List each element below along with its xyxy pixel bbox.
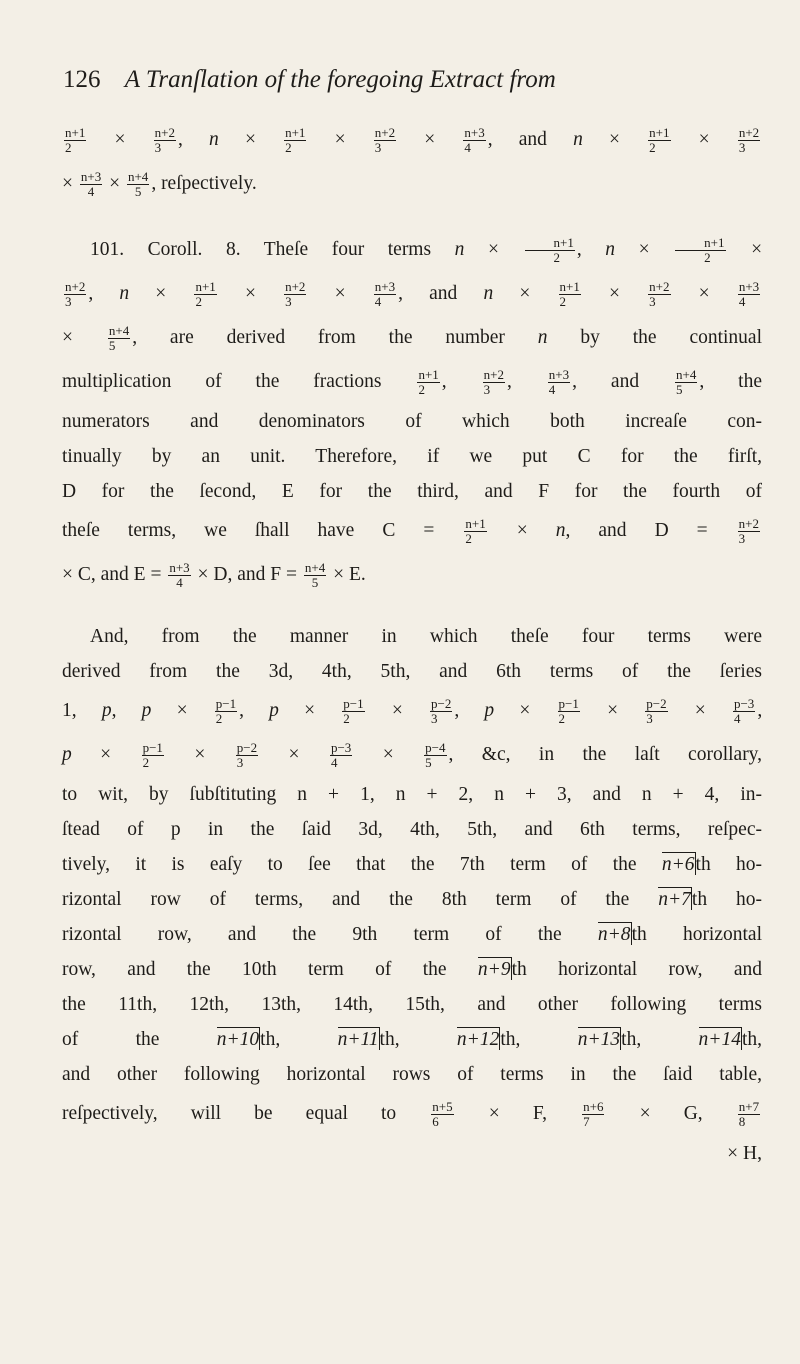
fraction: $\frac{n+2}{3}$ [483,367,504,398]
row-index: n+8 [597,924,631,945]
running-header [63,66,763,94]
text-line: 1, p, p × $\frac{p-1}{2}$ , p × $\frac{p-1}{2}$ × $\frac{p-2}{3}$ , p × $\frac{p-1}{2}$ × $\frac{p-2}{3}$ × $\frac{p-3}{4}$ , [62,696,763,727]
fraction: $\frac{n+4}{5}$ [304,560,326,591]
text-line: row, and the 10th term of the n+9th horizontal row, and [62,959,762,980]
fraction: $\frac{n+3}{4}$ [374,279,396,310]
fraction: $\frac{n+3}{4}$ [464,125,485,156]
text-line: 101. Coroll. 8. Theſe four terms n × $\frac{n+1}{2}$ , n × $\frac{n+1}{2}$ × [90,235,763,266]
fraction: $\frac{n+3}{4}$ [80,169,102,200]
fraction: $\frac{n+2}{3}$ [738,125,760,156]
row-index: n+9 [477,959,511,980]
fraction: $\frac{n+2}{3}$ [374,125,396,156]
fraction: $\frac{p-3}{4}$ [733,696,755,727]
row-index: n+10 [216,1029,260,1050]
fraction: $\frac{n+1}{2}$ [465,516,486,547]
text-line: $\frac{n+2}{3}$ , n × $\frac{n+1}{2}$ × $\frac{n+2}{3}$ × $\frac{n+3}{4}$ , and n × $\frac{n+1}{2}$ × $\frac{n+2}{3}$ × $\frac{n+3}{4}$ [65,279,760,310]
fraction: $\frac{n+1}{2}$ [559,279,580,310]
text-line: numerators and denominators of which both increaſe con- [62,411,762,432]
text-line: × $\frac{n+4}{5}$ , are derived from the number n by the continual [62,323,763,354]
fraction: $\frac{n+3}{4}$ [169,560,190,591]
text-line: tinually by an unit. Therefore, if we put C for the firſt, [62,446,762,467]
fraction: $\frac{n+1}{2}$ [285,125,306,156]
fraction: $\frac{n+1}{2}$ [675,236,725,265]
fraction: $\frac{p-1}{2}$ [142,740,163,771]
fraction: $\frac{p-1}{2}$ [558,696,579,727]
running-head: A Tranſlation of the foregoing Extract from [124,66,556,93]
fraction: $\frac{p-2}{3}$ [236,740,258,771]
row-index: n+6 [661,854,695,875]
fraction: $\frac{n+3}{4}$ [548,367,570,398]
fraction: $\frac{p-1}{2}$ [343,696,364,727]
text-line: and other following horizontal rows of terms in the ſaid table, [62,1064,762,1085]
fraction: $\frac{p-1}{2}$ [215,696,237,727]
text-line: tively, it is eaſy to ſee that the 7th term of the n+6th ho- [62,854,763,875]
fraction: $\frac{n+1}{2}$ [418,367,439,398]
text-line: p × $\frac{p-1}{2}$ × $\frac{p-2}{3}$ × $\frac{p-3}{4}$ × $\frac{p-4}{5}$ , &c, in the laſt corollary, [62,740,763,771]
fraction: $\frac{n+4}{5}$ [127,169,149,200]
fraction: $\frac{n+2}{3}$ [154,125,175,156]
text-line: of the n+10th, n+11th, n+12th, n+13th, n+14th, [62,1029,763,1050]
row-index: n+11 [337,1029,379,1050]
text-line: theſe terms, we ſhall have C = $\frac{n+1}{2}$ × n, and D = $\frac{n+2}{3}$ [62,516,760,547]
text-line: reſpectively, will be equal to $\frac{n+5}{6}$ × F, $\frac{n+6}{7}$ × G, $\frac{n+7}{8}$ [62,1099,760,1130]
fraction: $\frac{p-2}{3}$ [431,696,452,727]
fraction: $\frac{n+7}{8}$ [738,1099,760,1130]
text-line: derived from the 3d, 4th, 5th, and 6th terms of the ſeries [62,661,762,682]
text-line: And, from the manner in which theſe four terms were [90,626,762,647]
text-line: × C, and E = $\frac{n+3}{4}$ × D, and F = $\frac{n+4}{5}$ × E. [62,560,366,591]
row-index: n+12 [456,1029,500,1050]
fraction: $\frac{n+1}{2}$ [525,236,575,265]
text-line: rizontal row, and the 9th term of the n+8th horizontal [62,924,762,945]
fraction: $\frac{n+4}{5}$ [108,323,130,354]
fraction: $\frac{p-4}{5}$ [425,740,446,771]
text-line: ſtead of p in the ſaid 3d, 4th, 5th, and 6th terms, reſpec- [62,819,762,840]
fraction: $\frac{n+2}{3}$ [285,279,306,310]
body-text [62,118,762,1171]
fraction: $\frac{n+1}{2}$ [195,279,216,310]
text-line: D for the ſecond, E for the third, and F for the fourth of [62,481,762,502]
row-index: n+7 [658,889,691,910]
fraction: $\frac{p-2}{3}$ [646,696,667,727]
page-number: 126 [63,66,101,93]
text-line: multiplication of the fractions $\frac{n+1}{2}$ , $\frac{n+2}{3}$ , $\frac{n+3}{4}$ , and $\frac{n+4}{5}$ , the [62,367,762,398]
fraction: $\frac{n+1}{2}$ [65,125,86,156]
text-line: the 11th, 12th, 13th, 14th, 15th, and other following terms [62,994,762,1015]
text-line: to wit, by ſubſtituting n + 1, n + 2, n + 3, and n + 4, in- [62,784,762,805]
fraction: $\frac{n+3}{4}$ [738,279,760,310]
text-line: $\frac{n+1}{2}$ × $\frac{n+2}{3}$ , n × $\frac{n+1}{2}$ × $\frac{n+2}{3}$ × $\frac{n+3}{4}$ , and n × $\frac{n+1}{2}$ × $\frac{n+2}{3}$ [65,125,760,156]
row-index: n+14 [698,1029,741,1050]
row-index: n+13 [577,1029,621,1050]
fraction: $\frac{n+5}{6}$ [432,1099,453,1130]
text-line: rizontal row of terms, and the 8th term of the n+7th ho- [62,889,762,910]
fraction: $\frac{n+4}{5}$ [676,367,697,398]
fraction: $\frac{p-3}{4}$ [330,740,352,771]
fraction: $\frac{n+2}{3}$ [738,516,760,547]
text-line: × H, [727,1143,762,1164]
fraction: $\frac{n+2}{3}$ [649,279,670,310]
text-line: × $\frac{n+3}{4}$ × $\frac{n+4}{5}$ , reſpectively. [62,169,257,200]
fraction: $\frac{n+1}{2}$ [649,125,670,156]
fraction: $\frac{n+6}{7}$ [583,1099,604,1130]
fraction: $\frac{n+2}{3}$ [65,279,86,310]
